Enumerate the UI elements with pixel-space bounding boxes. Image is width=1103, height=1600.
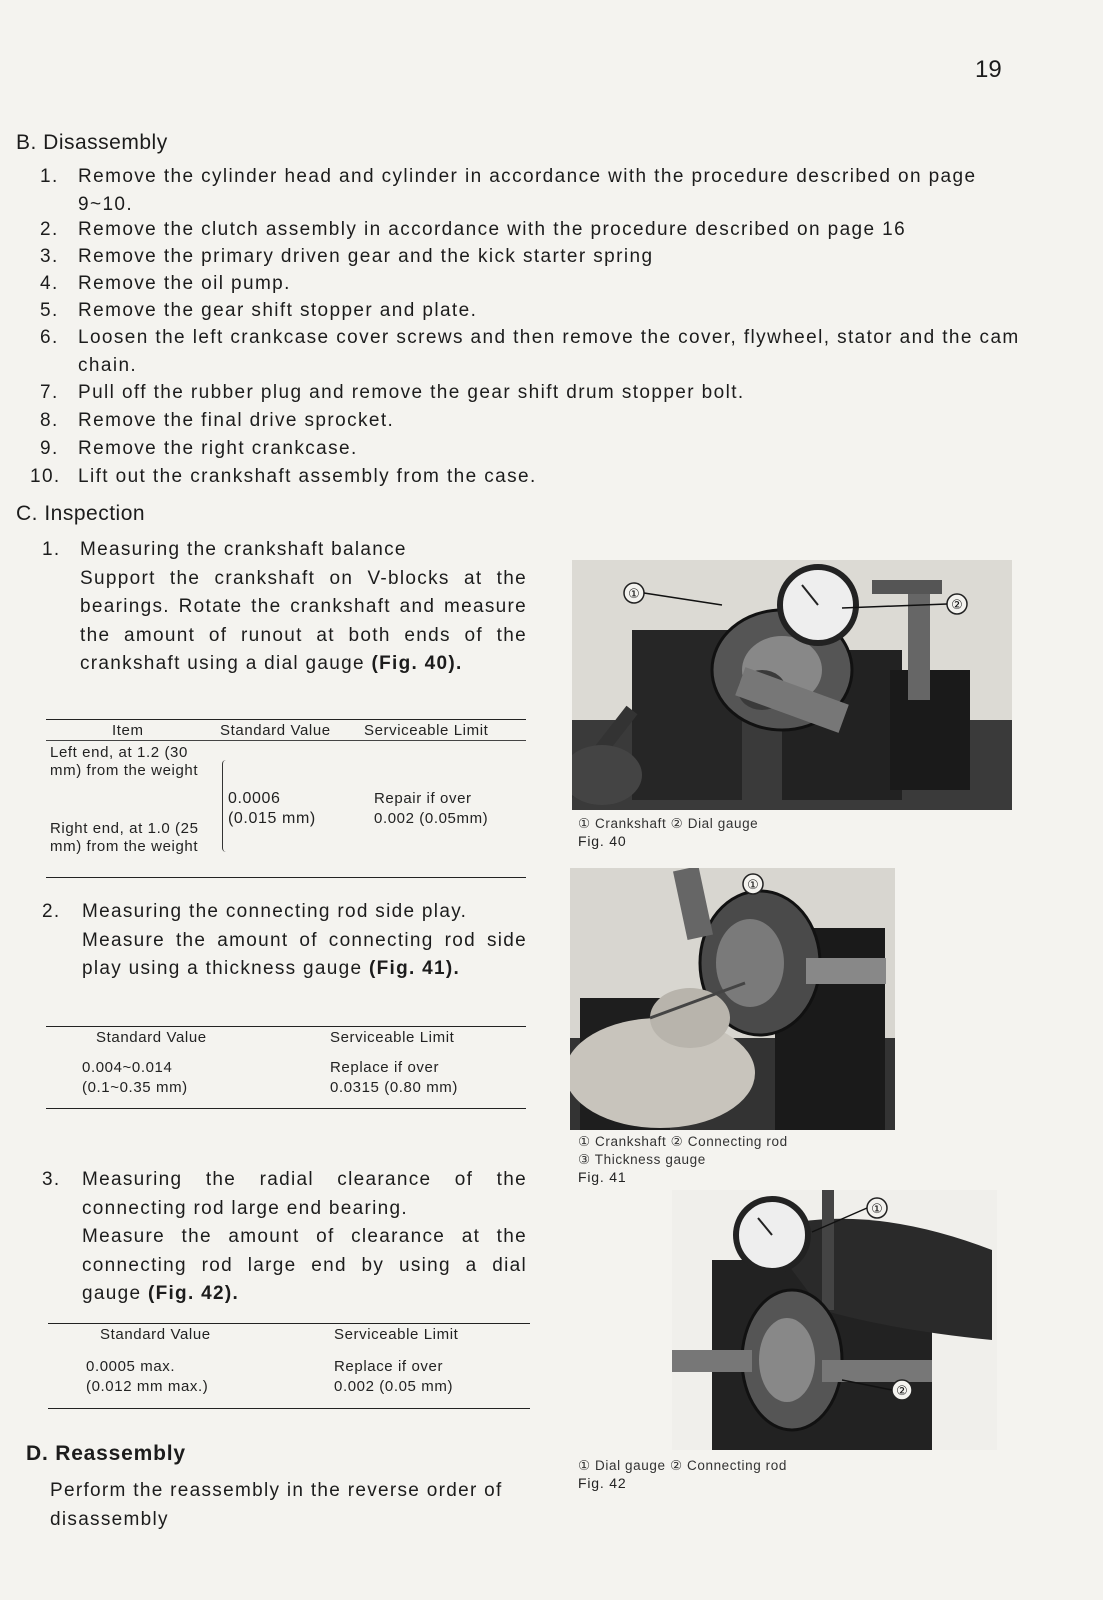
dial-gauge-connecting-rod-image [672,1190,997,1450]
callout-1-label: ① [871,1202,883,1217]
table-cell: 0.004~0.014 [82,1059,173,1076]
table-cell: Repair if over [374,790,472,807]
list-item: 1. Remove the cylinder head and cylinder in accordance with the procedure described on page 9~10. [40,166,977,215]
fig42-photo [672,1190,997,1450]
table-header: Serviceable Limit [364,722,489,739]
radial-table [48,1326,530,1406]
table-rule [46,877,526,878]
fig42-caption: ① Dial gauge ② Connecting rod [578,1458,787,1473]
table-cell: 0.0005 max. [86,1358,176,1375]
table-cell: Left end, at 1.2 (30 mm) from the weight [50,744,199,779]
table-rule [48,1323,530,1324]
fig40-caption: ① Crankshaft ② Dial gauge [578,816,759,831]
table-cell: 0.0315 (0.80 mm) [330,1079,458,1096]
inspection-text: Measuring the connecting rod side play. Measure the amount of connecting rod side play using a thickness gauge (Fig. 41). [82,901,527,979]
inspection-item-1: 1. Measuring the crankshaft balance Support the crankshaft on V-blocks at the bearings. Rotate the crankshaft and measure the amount of runout at both ends of the crankshaft using a dial gauge (Fig. 40). [42,536,527,679]
table-rule [46,740,526,741]
fig40-photo [572,560,1012,810]
connecting-rod-thickness-gauge-image [570,868,895,1130]
table-cell: 0.002 (0.05 mm) [334,1378,454,1395]
inspection-item-3: 3. Measuring the radial clearance of the connecting rod large end bearing. Measure the amount of clearance at the connecting rod large end by using a dial gauge (Fig. 42). [42,1166,527,1309]
fig41-caption: ③ Thickness gauge [578,1152,706,1167]
table-cell: Right end, at 1.0 (25 mm) from the weight [50,820,199,855]
side-play-table [46,1029,526,1109]
table-cell: (0.1~0.35 mm) [82,1079,188,1096]
inspection-item-2: 2. Measuring the connecting rod side play. Measure the amount of connecting rod side play using a thickness gauge (Fig. 41). [42,898,527,984]
crankshaft-dial-gauge-image [572,560,1012,810]
table-header: Serviceable Limit [334,1326,459,1343]
table-header: Standard Value [96,1029,207,1046]
table-cell: Replace if over [330,1059,440,1076]
table-header: Standard Value [220,722,331,739]
callout-1-label: ① [747,878,759,893]
section-heading-disassembly: B. Disassembly [16,131,168,154]
inspection-text: Measuring the crankshaft balance Support the crankshaft on V-blocks at the bearings. Rotate the crankshaft and measure the amount of runout at both ends of the crankshaft using a dial gauge (Fig. 40). [80,539,527,674]
disassembly-steps: 1. Remove the cylinder head and cylinder in accordance with the procedure described on page 9~10. 2. Remove the clutch assembly in accordance with the procedure described on page 16 3. Remove the primary driven gear and the kick starter spring 4. Remove the oil pump. 5. Remove the gear shift stopper and plate. 6. Loosen the left crankcase cover screws and then remove the cover, flywheel, stator and the cam chain. 7. Pull off the rubber plug and remove the gear shift drum stopper bolt. 8. Remove the final drive sprocket. 9. Remove the right crankcase. 10. Lift out the crankshaft assembly from the case. [40,163,1030,483]
section-heading-reassembly: D. Reassembly [26,1442,186,1465]
table-cell: 0.002 (0.05mm) [374,810,489,827]
fig41-caption: ① Crankshaft ② Connecting rod [578,1134,788,1149]
callout-2-label: ② [951,598,963,613]
callout-1-label: ① [628,587,640,602]
table-rule [46,1026,526,1027]
runout-table [46,722,526,882]
inspection-text: Measuring the radial clearance of the connecting rod large end bearing. Measure the amount of clearance at the connecting rod large end by using a dial gauge (Fig. 42). [82,1169,527,1304]
fig41-label: Fig. 41 [578,1169,627,1185]
table-cell: 0.0006 [228,790,281,807]
table-cell: (0.012 mm max.) [86,1378,209,1395]
table-header: Standard Value [100,1326,211,1343]
fig41-photo [570,868,895,1130]
table-cell: (0.015 mm) [228,810,316,827]
table-header: Item [112,722,144,739]
page-number: 19 [975,56,1002,83]
table-header: Serviceable Limit [330,1029,455,1046]
fig42-label: Fig. 42 [578,1475,627,1491]
table-rule [46,719,526,720]
table-rule [48,1408,530,1409]
table-rule [46,1108,526,1109]
callout-2-label: ② [896,1384,908,1399]
reassembly-text: Perform the reassembly in the reverse order of disassembly [50,1480,503,1530]
table-cell: Replace if over [334,1358,444,1375]
section-heading-inspection: C. Inspection [16,502,146,525]
fig40-label: Fig. 40 [578,833,627,849]
